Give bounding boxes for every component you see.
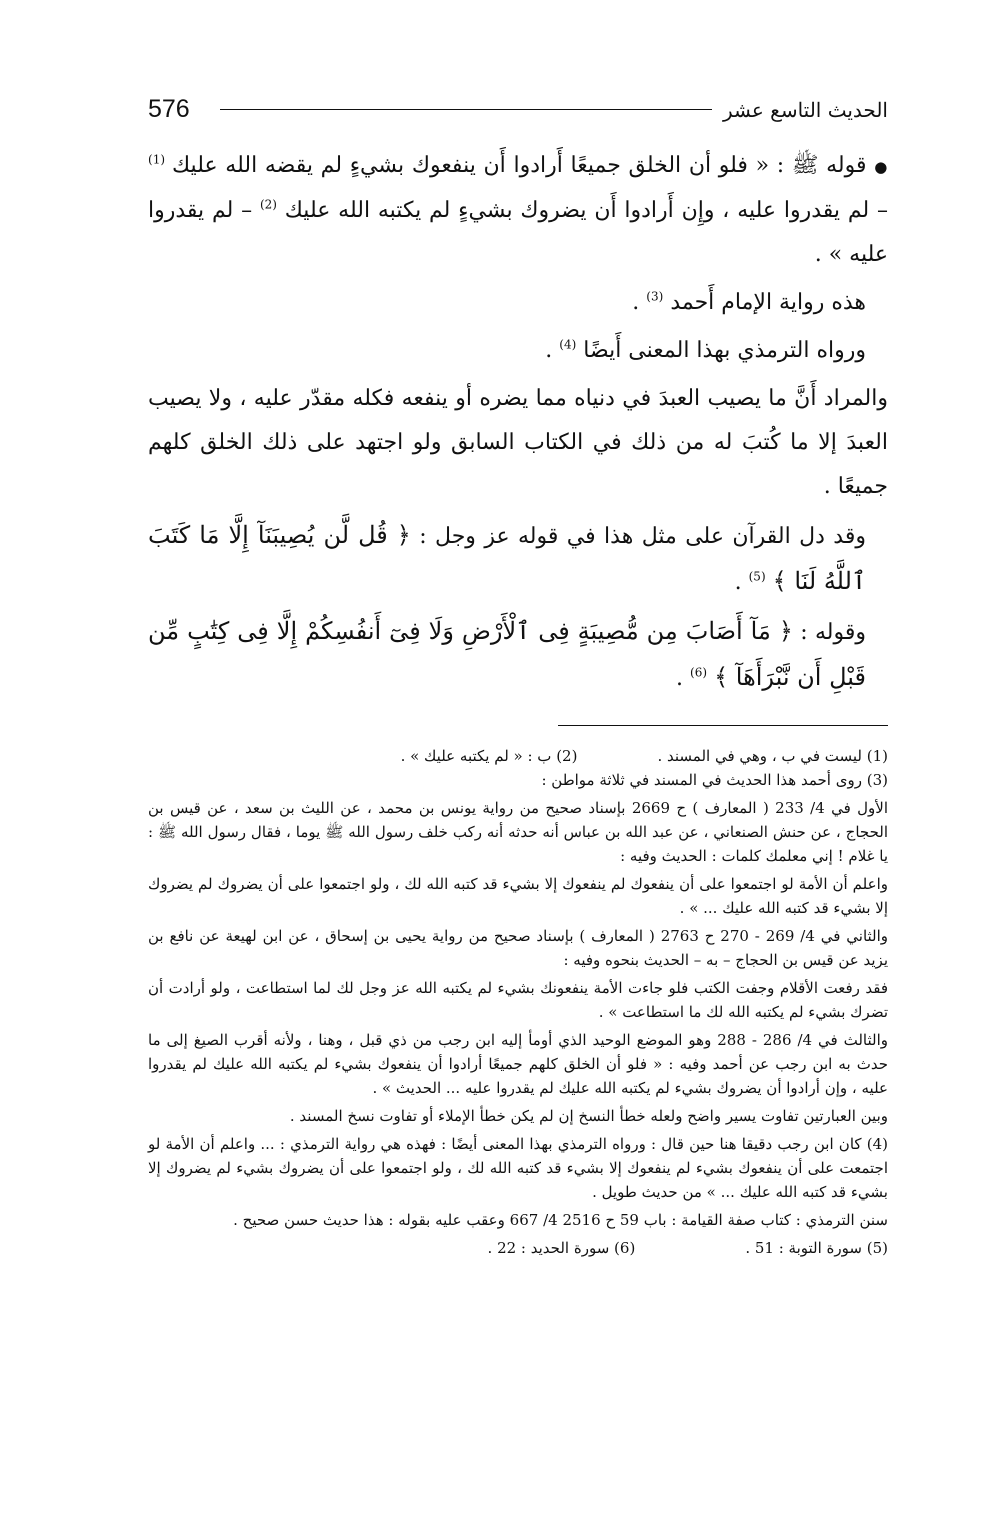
quran-verse: ﴿ مَآ أَصَابَ مِن مُّصِيبَةٍ فِى ٱلْأَرْضِ وَلَا فِىٓ أَنفُسِكُمْ إِلَّا فِى كِتَٰبٍ مِّن قَبْلِ أَن نَّبْرَأَهَآ ﴾ [148,617,866,691]
paragraph-text: – لم يقدروا عليه » . [148,198,888,267]
footnote-row [148,744,888,768]
footnote-3-first-quote: واعلم أن الأمة لو اجتمعوا على أن ينفعوك لم ينفعوك إلا بشيء قد كتبه الله لك ، ولو اجتمعوا على أن يضروك لم يضروك إلا بشيء قد كتبه الله عليك ... » . [148,875,888,917]
footnote-3-third: والثالث في 4/ 286 - 288 وهو الموضع الوحيد الذي أومأ إليه ابن رجب من ذي قبل ، وهنا ، ولأنه أقرب الصيغ إلى ما حدث به ابن رجب عن أحمد وفيه : « فلو أن الخلق كلهم جميعًا أرادوا أن ينفعوك بشيء لم يكتبه الله عليك لم يقدروا عليه ، وإن أرادوا أن يضروك بشيء لم يكتبه الله عليك لم يقدروا عليه ... الحديث » . [148,1031,888,1097]
paragraph-ahmad [148,281,888,325]
paragraph-text: ورواه الترمذي بهذا المعنى أَيضًا [583,338,866,363]
paragraph-text: وقد دل القرآن على مثل هذا في قوله عز وجل : [419,524,866,549]
footnote-ref[interactable]: (1) [148,152,166,167]
paragraph-hadith-quote [148,144,888,277]
paragraph-end: . [545,338,553,363]
footnote-ref[interactable]: (4) [559,337,577,352]
footnote-4-source: سنن الترمذي : كتاب صفة القيامة : باب 59 ح 2516 4/ 667 وعقب عليه بقوله : هذا حديث حسن صحيح . [233,1211,888,1229]
page-number: 576 [148,95,190,123]
paragraph-quran-2 [148,609,888,701]
footnote-3-note: وبين العبارتين تفاوت يسير واضح ولعله خطأ النسخ إن لم يكن خطأ الإملاء أو تفاوت نسخ المسند . [289,1107,888,1125]
paragraph-tirmidhi [148,329,888,373]
paragraph-text: وقوله : [800,620,866,645]
footnote-ref[interactable]: (3) [646,289,664,304]
book-page [148,84,888,1260]
footnote-4: (4) كان ابن رجب دقيقا هنا حين قال : ورواه الترمذي بهذا المعنى أيضًا : فهذه هي رواية الترمذي : ... واعلم أن الأمة لو اجتمعت على أن ينفعوك بشيء لم ينفعوك إلا بشيء قد كتبه الله لك ، ولو اجتمعوا على أن يضروك بشيء لم يضروك إلا بشيء قد كتبه الله عليك ... » من حديث طويل . [148,1135,888,1201]
footnotes [148,744,888,1260]
chapter-title: الحديث التاسع عشر [723,98,888,122]
paragraph-text: هذه رواية الإمام أَحمد [670,290,866,315]
footnote-1: (1) ليست في ب ، وهي في المسند . [657,747,888,765]
paragraph-end: . [632,290,640,315]
footnote-5: (5) سورة التوبة : 51 . [745,1239,888,1257]
quran-verse: ﴿ قُل لَّن يُصِيبَنَآ إِلَّا مَا كَتَبَ ٱللَّهُ لَنَا ﴾ [148,521,866,595]
footnote-3-intro: (3) روى أحمد هذا الحديث في المسند في ثلاثة مواطن : [541,771,888,789]
footnote-ref[interactable]: (2) [259,197,277,212]
footnote-2: (2) ب : « لم يكتبه عليك » . [400,747,578,765]
paragraph-text: – لم يقدروا عليه ، وإِن أَرادوا أَن يضروك بشيءٍ لم يكتبه الله عليك [284,198,888,223]
paragraph-meaning: والمراد أَنَّ ما يصيب العبدَ في دنياه مما يضره أو ينفعه فكله مقدّر عليه ، ولا يصيب العبدَ إلا ما كُتبَ له من ذلك في الكتاب السابق ولو اجتهد على ذلك الخلق كلهم جميعًا . [148,386,888,499]
header-rule [220,109,712,110]
running-header [148,84,888,124]
footnote-3-second: والثاني في 4/ 269 - 270 ح 2763 ( المعارف ) بإسناد صحيح من رواية يحيى بن إسحاق ، عن ابن لهيعة عن نافع بن يزيد عن قيس بن الحجاج – به – الحديث بنحوه وفيه : [148,927,889,969]
footnote-6: (6) سورة الحديد : 22 . [487,1239,636,1257]
footnote-separator [558,725,888,726]
paragraph-end: . [676,666,684,691]
paragraph-text: قوله ﷺ : « فلو أن الخلق جميعًا أَرادوا أَن ينفعوك بشيءٍ لم يقضه الله عليك [172,153,867,178]
footnote-3-first: الأول في 4/ 233 ( المعارف ) ح 2669 بإسناد صحيح من رواية يونس بن محمد ، عن الليث بن سعد ، عن قيس بن الحجاج ، عن حنش الصنعاني ، عن عبد الله بن عباس أنه حدثه أنه ركب خلف رسول الله ﷺ يوما ، فقال رسول الله ﷺ : يا غلام ! إني معلمك كلمات : الحديث وفيه : [148,799,888,865]
paragraph-quran-1 [148,513,888,605]
paragraph-end: . [734,570,742,595]
footnote-ref[interactable]: (6) [690,665,708,680]
bullet-icon: ● [874,158,888,176]
footnote-ref[interactable]: (5) [748,569,766,584]
footnote-row [148,1236,888,1260]
main-text [148,144,888,701]
footnote-3-second-quote: فقد رفعت الأقلام وجفت الكتب فلو جاءت الأمة ينفعونك بشيء لم يكتبه الله عز وجل لك لما استطاعت ، ولو أرادت أن تضرك بشيء لم يكتبه الله لك ما استطاعت » . [148,979,888,1021]
